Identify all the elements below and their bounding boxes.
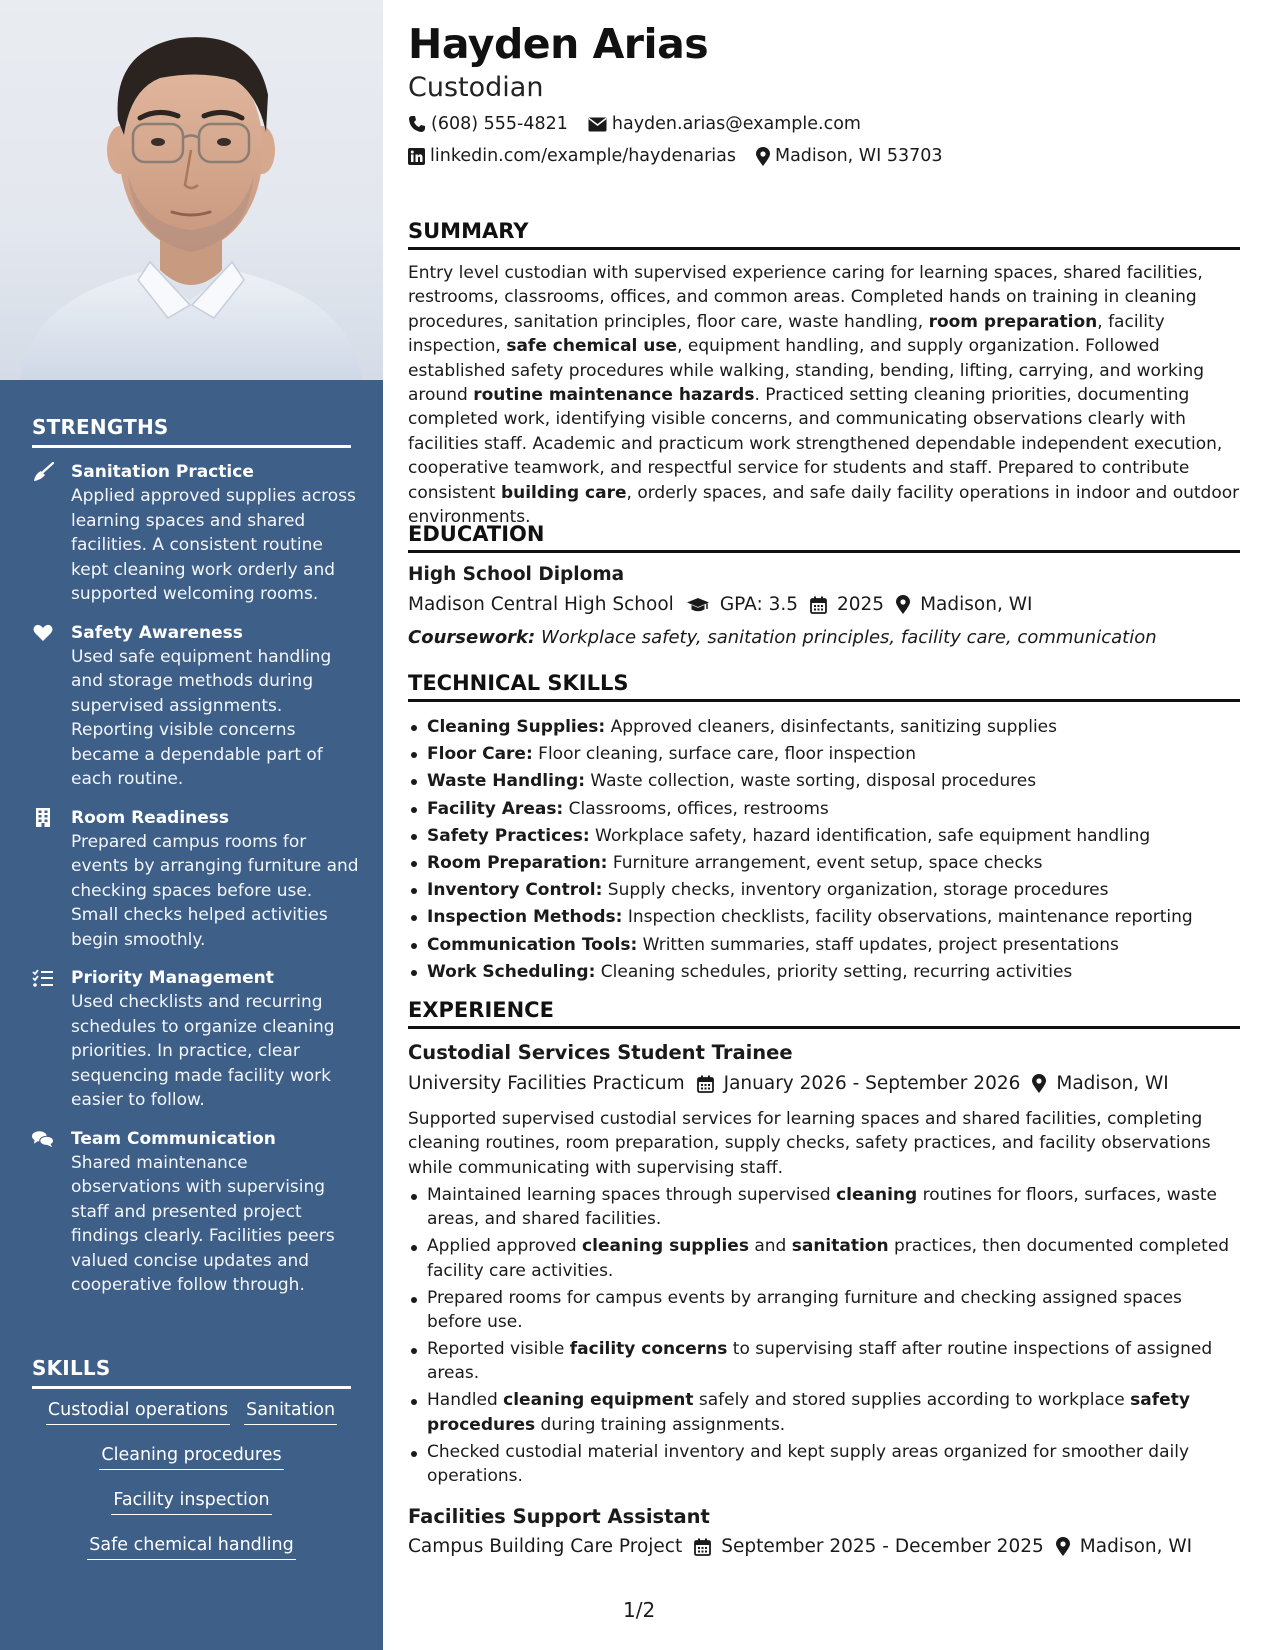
list-item: Inspection Methods: Inspection checklists, facility observations, maintenance reporting (408, 904, 1240, 931)
contact-email[interactable] (588, 114, 861, 134)
job-location: Madison, WI (1079, 1536, 1193, 1557)
strength-item (32, 621, 362, 792)
contact-row (408, 146, 963, 166)
summary-text: Entry level custodian with supervised experience caring for learning spaces, shared facilities, restrooms, classrooms, offices, and common areas. Completed hands on training in cleaning procedures, sanitation principles, floor care, waste handling, room preparation, facility inspection, safe chemical use, equipment handling, and supply organization. Followed established safety procedures while walking, standing, bending, lifting, carrying, and working around routine maintenance hazards. Practiced setting cleaning priorities, documenting completed work, identifying visible concerns, and communicating observations clearly with facilities staff. Academic and practicum work strengthened dependable independent execution, cooperative teamwork, and respectful service for students and staff. Prepared to contribute consistent building care, orderly spaces, and safe daily facility operations in indoor and outdoor environments. (408, 263, 1240, 528)
skills-tags (32, 1398, 351, 1578)
strength-text: Used safe equipment handling and storage methods during supervised assignments. Reporting visible concerns became a dependable part of each routine. (71, 646, 332, 789)
job-org: University Facilities Practicum (408, 1073, 685, 1094)
chat-icon (32, 1129, 54, 1149)
strength-item (32, 806, 362, 953)
calendar-icon (697, 1075, 714, 1093)
job-title: Custodial Services Student Trainee (408, 1041, 793, 1064)
list-item: Maintained learning spaces through supervised cleaning routines for floors, surfaces, waste areas, and shared facilities. (408, 1183, 1240, 1232)
email-address: hayden.arias@example.com (611, 114, 861, 134)
education-gpa: GPA: 3.5 (719, 594, 798, 615)
list-item: Work Scheduling: Cleaning schedules, priority setting, recurring activities (408, 959, 1240, 986)
skills-heading: SKILLS (32, 1356, 351, 1389)
technical-skills-heading: TECHNICAL SKILLS (408, 671, 1240, 702)
map-pin-icon (896, 595, 910, 614)
phone-icon (408, 115, 426, 133)
strength-title: Room Readiness (71, 807, 230, 828)
page-number: 1/2 (623, 1598, 656, 1622)
profile-photo (0, 0, 383, 380)
education-heading: EDUCATION (408, 522, 1240, 553)
strength-text: Applied approved supplies across learning spaces and shared facilities. A consistent routine kept cleaning work orderly and supported welcoming rooms. (71, 486, 356, 604)
list-item: Reported visible facility concerns to supervising staff after routine inspections of assigned areas. (408, 1337, 1240, 1386)
strength-item (32, 966, 362, 1113)
portrait-illustration (0, 0, 383, 380)
contact-row (408, 114, 881, 134)
technical-skills-list (408, 714, 1240, 986)
map-pin-icon (756, 147, 770, 166)
sidebar (0, 0, 383, 1650)
list-item: Checked custodial material inventory and kept supply areas organized for smoother daily operations. (408, 1440, 1240, 1489)
calendar-icon (810, 596, 827, 614)
heart-icon (32, 623, 54, 643)
strength-title: Sanitation Practice (71, 462, 254, 482)
graduation-cap-icon (686, 597, 710, 613)
skill-tag: Custodial operations (46, 1398, 230, 1425)
list-item: Inventory Control: Supply checks, inventory organization, storage procedures (408, 877, 1240, 904)
skill-tag: Safe chemical handling (87, 1533, 295, 1560)
education-meta (408, 594, 1032, 615)
skill-tag: Sanitation (244, 1398, 337, 1425)
strength-text: Used checklists and recurring schedules to organize cleaning priorities. In practice, clear sequencing made facility work easier to follow. (71, 992, 335, 1110)
strength-item (32, 460, 362, 607)
list-item: Prepared rooms for campus events by arranging furniture and checking assigned spaces before use. (408, 1286, 1240, 1335)
list-item: Waste Handling: Waste collection, waste sorting, disposal procedures (408, 768, 1240, 795)
list-item: Cleaning Supplies: Approved cleaners, disinfectants, sanitizing supplies (408, 714, 1240, 741)
job-org: Campus Building Care Project (408, 1536, 683, 1557)
strength-text: Prepared campus rooms for events by arranging furniture and checking spaces before use. Small checks helped activities begin smoothly. (71, 831, 359, 950)
strength-title: Safety Awareness (71, 622, 243, 643)
contact-location (756, 146, 943, 166)
strength-text: Shared maintenance observations with supervising staff and presented project findings clearly. Facilities peers valued concise updates and cooperative follow through. (71, 1152, 335, 1295)
list-item: Floor Care: Floor cleaning, surface care, floor inspection (408, 741, 1240, 768)
list-item: Applied approved cleaning supplies and sanitation practices, then documented completed facility care activities. (408, 1234, 1240, 1283)
job-description: Supported supervised custodial services for learning spaces and shared facilities, completing cleaning routines, room preparation, supply checks, safety practices, and facility observations while communicating with supervising staff. (408, 1109, 1211, 1178)
list-item: Facility Areas: Classrooms, offices, restrooms (408, 796, 1240, 823)
job-meta (408, 1536, 1192, 1557)
experience-heading: EXPERIENCE (408, 998, 1240, 1029)
summary-heading: SUMMARY (408, 219, 1240, 250)
education-degree: High School Diploma (408, 564, 625, 585)
strength-title: Team Communication (71, 1128, 276, 1149)
linkedin-icon (408, 148, 425, 165)
job-bullets (408, 1183, 1240, 1491)
contact-linkedin[interactable] (408, 146, 736, 166)
job-dates: September 2025 - December 2025 (721, 1536, 1044, 1557)
building-icon (32, 808, 54, 828)
job-title: Facilities Support Assistant (408, 1505, 710, 1528)
strengths-list (32, 460, 362, 1312)
map-pin-icon (1056, 1537, 1070, 1556)
job-meta (408, 1073, 1169, 1094)
skill-tag: Facility inspection (111, 1488, 271, 1515)
list-item: Room Preparation: Furniture arrangement, event setup, space checks (408, 850, 1240, 877)
list-item: Handled cleaning equipment safely and stored supplies according to workplace safety procedures during training assignments. (408, 1388, 1240, 1437)
strength-title: Priority Management (71, 968, 274, 988)
strengths-heading: STRENGTHS (32, 415, 351, 448)
skill-tag: Cleaning procedures (99, 1443, 283, 1470)
broom-icon (32, 462, 54, 482)
education-location: Madison, WI (920, 594, 1033, 615)
location-text: Madison, WI 53703 (774, 146, 943, 166)
education-coursework: Coursework: Workplace safety, sanitation principles, facility care, communication (408, 627, 1157, 648)
contact-phone[interactable] (408, 114, 568, 134)
phone-number: (608) 555-4821 (431, 114, 568, 134)
list-item: Safety Practices: Workplace safety, hazard identification, safe equipment handling (408, 823, 1240, 850)
list-item: Communication Tools: Written summaries, staff updates, project presentations (408, 932, 1240, 959)
linkedin-url: linkedin.com/example/haydenarias (430, 146, 736, 166)
map-pin-icon (1032, 1074, 1046, 1093)
education-year: 2025 (837, 594, 885, 615)
candidate-name: Hayden Arias (408, 20, 709, 68)
education-school: Madison Central High School (408, 594, 674, 615)
strength-item (32, 1127, 362, 1298)
checklist-icon (32, 968, 54, 988)
envelope-icon (588, 117, 607, 132)
candidate-title: Custodian (408, 72, 544, 103)
job-location: Madison, WI (1056, 1073, 1169, 1094)
calendar-icon (694, 1538, 711, 1556)
job-dates: January 2026 - September 2026 (723, 1073, 1021, 1094)
